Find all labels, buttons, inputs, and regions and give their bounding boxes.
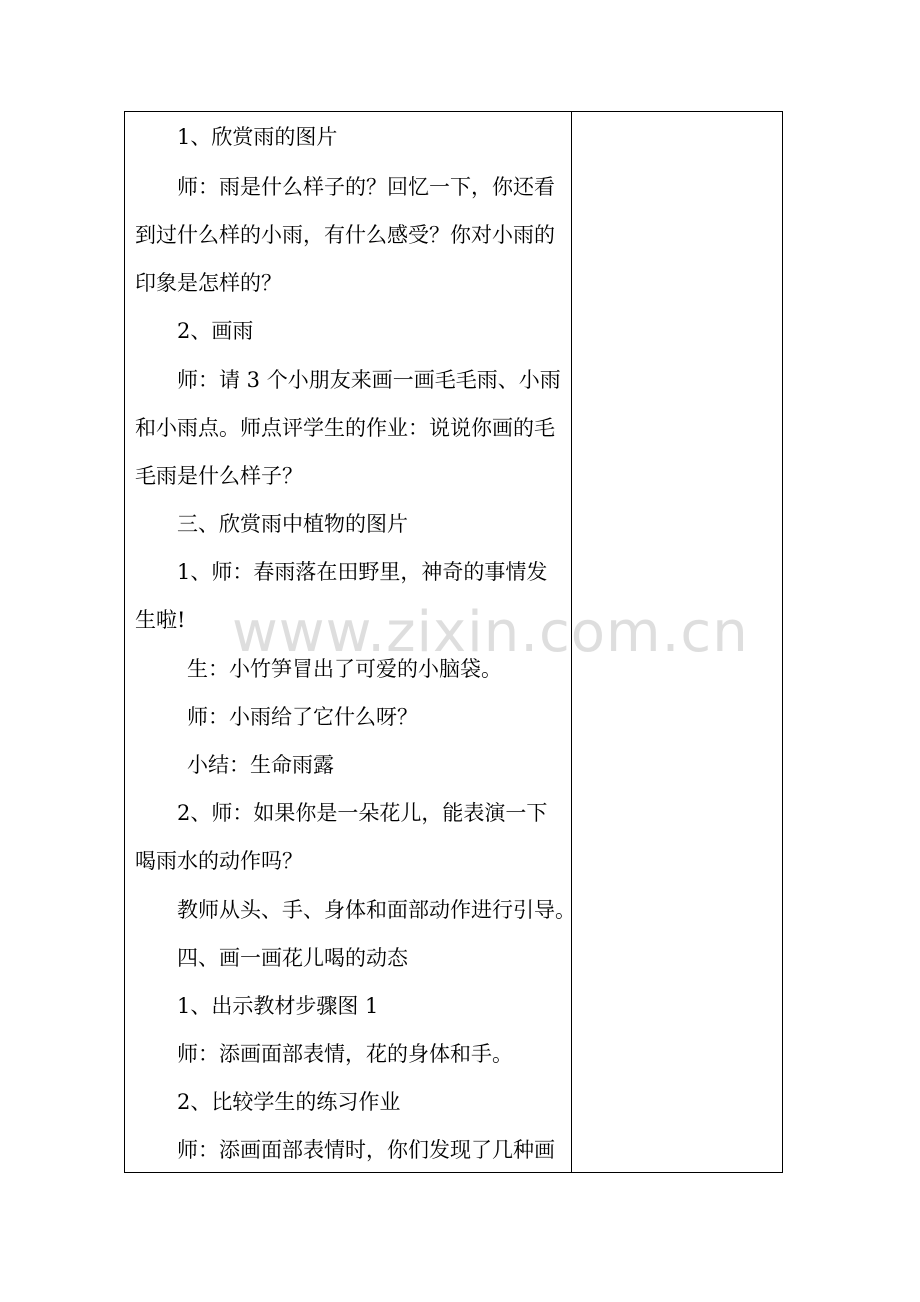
text-line: 四、画一画花儿喝的动态 [177,946,408,970]
text-line: 生啦! [135,608,186,632]
text-line: 小结：生命雨露 [187,753,334,777]
text-line: 师：请 3 个小朋友来画一画毛毛雨、小雨 [177,368,561,392]
text-line: 三、欣赏雨中植物的图片 [177,512,408,536]
text-line: 2、画雨 [177,319,254,343]
text-line: 喝雨水的动作吗？ [135,849,303,873]
text-line: 1、出示教材步骤图 1 [177,994,379,1018]
text-line: 2、师：如果你是一朵花儿，能表演一下 [177,801,548,825]
text-line: 师：雨是什么样子的？回忆一下，你还看 [177,175,555,199]
watermark: www.zixin.com.cn [232,600,749,665]
text-line: 生：小竹笋冒出了可爱的小脑袋。 [187,657,502,681]
text-line: 1、师：春雨落在田野里，神奇的事情发 [177,560,548,584]
text-line: 到过什么样的小雨，有什么感受？你对小雨的 [135,223,555,247]
text-line: 师：小雨给了它什么呀？ [187,705,418,729]
text-line: 师：添画面部表情，花的身体和手。 [177,1042,513,1066]
text-line: 2、比较学生的练习作业 [177,1090,401,1114]
text-line: 1、欣赏雨的图片 [177,125,338,149]
text-line: 印象是怎样的？ [135,271,282,295]
text-line: 教师从头、手、身体和面部动作进行引导。 [177,898,576,922]
text-line: 毛雨是什么样子？ [135,464,303,488]
text-line: 和小雨点。师点评学生的作业：说说你画的毛 [135,416,555,440]
text-line: 师：添画面部表情时，你们发现了几种画 [177,1138,555,1162]
